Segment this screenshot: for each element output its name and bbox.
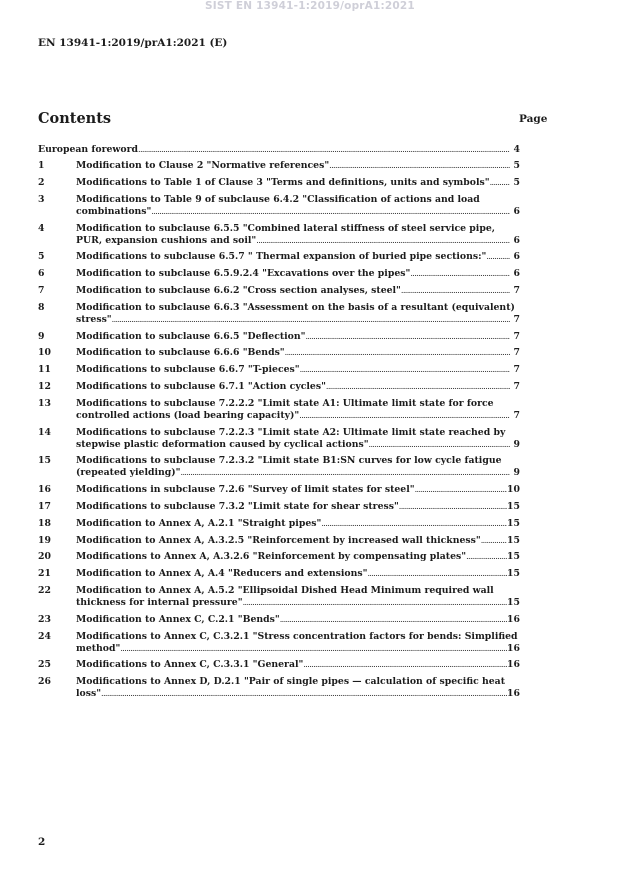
- leader-dots: [367, 568, 507, 580]
- toc-entry[interactable]: [38, 455, 520, 479]
- toc-entry-title-line1: Modification to subclause 6.6.3 "Assessment on the basis of a resultant (equivalent): [76, 301, 515, 313]
- toc-entry-title-line1: Modifications to Annex D, D.2.1 "Pair of single pipes — calculation of specific heat: [76, 676, 505, 688]
- toc-entry-title: Modifications to subclause 6.5.7 " Thermal expansion of buried pipe sections:": [76, 251, 487, 263]
- toc-entry[interactable]: [38, 302, 520, 326]
- leader-dots: [181, 467, 510, 479]
- leader-dots: [399, 501, 507, 513]
- toc-entry[interactable]: [38, 631, 520, 655]
- toc-entry-title-line1: Modifications to subclause 7.2.3.2 "Limit state B1:SN curves for low cycle fatigue: [76, 455, 502, 467]
- toc-entry-page: 6: [513, 251, 520, 263]
- leader-dots: [329, 160, 510, 172]
- toc-entry-title: Modification to subclause 6.5.9.2.4 "Excavations over the pipes": [76, 268, 411, 280]
- toc-entry-number: 19: [38, 534, 51, 546]
- toc-entry-title: Modification to Annex A, A.2.1 "Straight pipes": [76, 517, 322, 529]
- toc-entry-page: 7: [513, 409, 520, 421]
- toc-entry-title-line1: Modifications to subclause 7.2.2.2 "Limit state A1: Ultimate limit state for force: [76, 397, 494, 409]
- toc-entry[interactable]: [38, 676, 520, 700]
- toc-entry-page: 7: [513, 380, 520, 392]
- toc-entry[interactable]: [38, 268, 520, 280]
- toc-entry[interactable]: [38, 251, 520, 263]
- toc-entry[interactable]: [38, 614, 520, 626]
- toc-entry-title: controlled actions (load bearing capacity)": [76, 409, 300, 421]
- leader-dots: [243, 597, 507, 609]
- toc-entry-page: 5: [513, 176, 520, 188]
- toc-entry-title: Modification to Annex A, A.3.2.5 "Reinforcement by increased wall thickness": [76, 534, 481, 546]
- toc-entry-number: 22: [38, 584, 51, 596]
- toc-entry-title: Modifications to Table 1 of Clause 3 "Terms and definitions, units and symbols": [76, 176, 490, 188]
- toc-entry-title: European foreword: [38, 144, 138, 155]
- toc-entry[interactable]: [38, 585, 520, 609]
- toc-entry-page: 16: [507, 642, 520, 654]
- leader-dots: [486, 251, 510, 263]
- toc-entry[interactable]: [38, 659, 520, 671]
- toc-entry-title: thickness for internal pressure": [76, 596, 243, 608]
- toc-entry-title: Modification to subclause 6.6.6 "Bends": [76, 347, 285, 359]
- toc-entry-page: 15: [507, 534, 520, 546]
- toc-entry[interactable]: [38, 347, 520, 359]
- table-of-contents: [38, 144, 520, 705]
- toc-entry[interactable]: [38, 398, 520, 422]
- toc-entry-number: 10: [38, 347, 51, 359]
- toc-entry-page: 15: [507, 596, 520, 608]
- toc-entry-number: 18: [38, 517, 51, 529]
- toc-entry-title: Modifications to subclause 7.3.2 "Limit state for shear stress": [76, 500, 399, 512]
- contents-heading: Contents: [38, 110, 112, 127]
- page-column-label: Page: [519, 113, 548, 125]
- toc-entry[interactable]: [38, 160, 520, 172]
- watermark: SIST EN 13941-1:2019/oprA1:2021: [205, 0, 415, 12]
- toc-entry-title-line1: Modification to subclause 6.5.5 "Combined lateral stiffness of steel service pipe,: [76, 222, 495, 234]
- toc-entry-title: Modifications to Annex C, C.3.3.1 "General": [76, 659, 304, 671]
- toc-entry-number: 24: [38, 630, 51, 642]
- toc-entry[interactable]: [38, 427, 520, 451]
- toc-entry-page: 16: [507, 659, 520, 671]
- toc-entry-foreword[interactable]: [38, 144, 520, 156]
- toc-entry-title: Modifications to Annex A, A.3.2.6 "Reinforcement by compensating plates": [76, 551, 467, 563]
- toc-entry-title: (repeated yielding)": [76, 467, 181, 479]
- toc-entry-number: 15: [38, 455, 51, 467]
- toc-entry[interactable]: [38, 194, 520, 218]
- toc-entry-page: 16: [507, 688, 520, 700]
- toc-entry-title: Modification to Annex A, A.4 "Reducers and extensions": [76, 568, 368, 580]
- toc-entry-page: 6: [513, 234, 520, 246]
- leader-dots: [305, 331, 510, 343]
- toc-entry-page: 15: [507, 568, 520, 580]
- toc-entry-page: 7: [513, 330, 520, 342]
- toc-entry-page: 9: [513, 467, 520, 479]
- leader-dots: [285, 347, 510, 359]
- toc-entry[interactable]: [38, 177, 520, 189]
- leader-dots: [481, 535, 507, 547]
- toc-entry-number: 2: [38, 176, 45, 188]
- toc-entry-number: 11: [38, 364, 51, 376]
- leader-dots: [300, 364, 510, 376]
- toc-entry-number: 8: [38, 301, 45, 313]
- toc-entry-page: 5: [513, 160, 520, 172]
- toc-entry-title: combinations": [76, 205, 152, 217]
- leader-dots: [138, 144, 510, 156]
- toc-entry-number: 1: [38, 160, 45, 172]
- toc-entry-title: stress": [76, 313, 112, 325]
- toc-entry-page: 6: [513, 268, 520, 280]
- toc-entry-title: Modification to subclause 6.6.5 "Deflection": [76, 330, 306, 342]
- toc-entry[interactable]: [38, 223, 520, 247]
- leader-dots: [415, 484, 507, 496]
- document-code: EN 13941-1:2019/prA1:2021 (E): [38, 37, 228, 49]
- toc-entry-number: 6: [38, 268, 45, 280]
- toc-entry-title: Modification to Clause 2 "Normative references": [76, 160, 330, 172]
- toc-entry-page: 7: [513, 313, 520, 325]
- toc-entry-number: 23: [38, 613, 51, 625]
- toc-entry-title: stepwise plastic deformation caused by cyclical actions": [76, 438, 369, 450]
- toc-entry-page: 7: [513, 364, 520, 376]
- toc-entry[interactable]: [38, 285, 520, 297]
- leader-dots: [256, 235, 510, 247]
- toc-entry-title: PUR, expansion cushions and soil": [76, 234, 257, 246]
- toc-entry-page: 15: [507, 517, 520, 529]
- toc-entry[interactable]: [38, 535, 520, 547]
- leader-dots: [151, 206, 510, 218]
- footer-page-number: 2: [38, 836, 46, 848]
- toc-entry[interactable]: [38, 331, 520, 343]
- toc-entry-title-line1: Modifications to Table 9 of subclause 6.4.2 "Classification of actions and load: [76, 193, 480, 205]
- toc-entry-page: 10: [507, 484, 520, 496]
- toc-entry-number: 21: [38, 568, 51, 580]
- toc-entry-number: 7: [38, 284, 45, 296]
- toc-entry-page: 7: [513, 284, 520, 296]
- leader-dots: [321, 518, 507, 530]
- toc-entry-number: 5: [38, 251, 45, 263]
- toc-entry-page: 15: [507, 500, 520, 512]
- toc-entry-number: 3: [38, 193, 45, 205]
- toc-entry-page: 4: [513, 144, 520, 155]
- leader-dots: [410, 268, 510, 280]
- toc-entry-title: Modification to subclause 6.6.2 "Cross section analyses, steel": [76, 284, 401, 296]
- toc-entry[interactable]: [38, 518, 520, 530]
- toc-entry[interactable]: [38, 381, 520, 393]
- leader-dots: [326, 381, 510, 393]
- toc-entry[interactable]: [38, 501, 520, 513]
- leader-dots: [466, 551, 507, 563]
- toc-entry-title: Modifications in subclause 7.2.6 "Survey of limit states for steel": [76, 484, 415, 496]
- toc-entry-page: 15: [507, 551, 520, 563]
- toc-entry-page: 9: [513, 438, 520, 450]
- toc-entry-title: Modifications to subclause 6.7.1 "Action cycles": [76, 380, 326, 392]
- toc-entry[interactable]: [38, 568, 520, 580]
- toc-entry-title: method": [76, 642, 121, 654]
- leader-dots: [120, 643, 507, 655]
- toc-entry-number: 4: [38, 222, 45, 234]
- toc-entry-number: 14: [38, 426, 51, 438]
- toc-entry-number: 17: [38, 500, 51, 512]
- toc-entry[interactable]: [38, 484, 520, 496]
- toc-entry-number: 16: [38, 484, 51, 496]
- toc-entry-page: 7: [513, 347, 520, 359]
- toc-entry-number: 20: [38, 551, 51, 563]
- toc-entry-title-line1: Modifications to subclause 7.2.2.3 "Limit state A2: Ultimate limit state reached by: [76, 426, 506, 438]
- toc-entry[interactable]: [38, 551, 520, 563]
- leader-dots: [401, 285, 510, 297]
- leader-dots: [490, 177, 510, 189]
- leader-dots: [369, 439, 510, 451]
- toc-entry-page: 16: [507, 613, 520, 625]
- toc-entry-page: 6: [513, 205, 520, 217]
- leader-dots: [112, 314, 510, 326]
- toc-entry-number: 9: [38, 330, 45, 342]
- leader-dots: [299, 410, 510, 422]
- toc-entry-title-line1: Modifications to Annex C, C.3.2.1 "Stress concentration factors for bends: Simplified: [76, 630, 518, 642]
- leader-dots: [101, 688, 507, 700]
- leader-dots: [303, 659, 507, 671]
- toc-entry[interactable]: [38, 364, 520, 376]
- toc-entry-title: Modification to Annex C, C.2.1 "Bends": [76, 613, 280, 625]
- toc-entry-number: 25: [38, 659, 51, 671]
- toc-entry-title: Modifications to subclause 6.6.7 "T-pieces": [76, 364, 300, 376]
- toc-entry-number: 26: [38, 676, 51, 688]
- leader-dots: [280, 614, 507, 626]
- toc-entry-title-line1: Modification to Annex A, A.5.2 "Ellipsoidal Dished Head Minimum required wall: [76, 584, 494, 596]
- toc-entry-number: 13: [38, 397, 51, 409]
- toc-entry-title: loss": [76, 688, 102, 700]
- toc-entry-number: 12: [38, 380, 51, 392]
